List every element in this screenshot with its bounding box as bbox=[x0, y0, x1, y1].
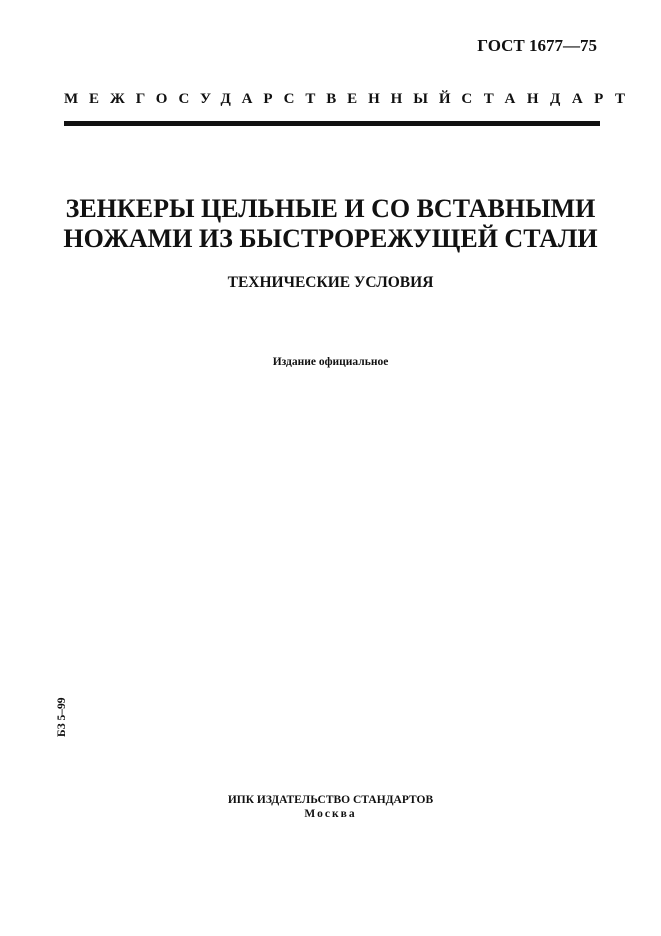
edition-note: Издание официальное bbox=[272, 356, 389, 368]
document-title bbox=[0, 194, 661, 254]
title-line-1: ЗЕНКЕРЫ ЦЕЛЬНЫЕ И СО ВСТАВНЫМИ bbox=[65, 194, 596, 223]
title-line-2: НОЖАМИ ИЗ БЫСТРОРЕЖУЩЕЙ СТАЛИ bbox=[63, 224, 598, 253]
document-subtitle: ТЕХНИЧЕСКИЕ УСЛОВИЯ bbox=[227, 274, 434, 291]
standard-word: СТАНДАРТ bbox=[461, 91, 637, 107]
publisher-name: ИПК ИЗДАТЕЛЬСТВО СТАНДАРТОВ bbox=[227, 794, 434, 806]
interstate-word: МЕЖГОСУДАРСТВЕННЫЙ bbox=[64, 91, 462, 107]
header-rule bbox=[64, 121, 600, 126]
side-code: БЗ 5–99 bbox=[56, 697, 68, 737]
interstate-standard-heading bbox=[64, 91, 637, 108]
gost-number: ГОСТ 1677—75 bbox=[477, 36, 597, 55]
publisher-city: Москва bbox=[304, 808, 357, 820]
